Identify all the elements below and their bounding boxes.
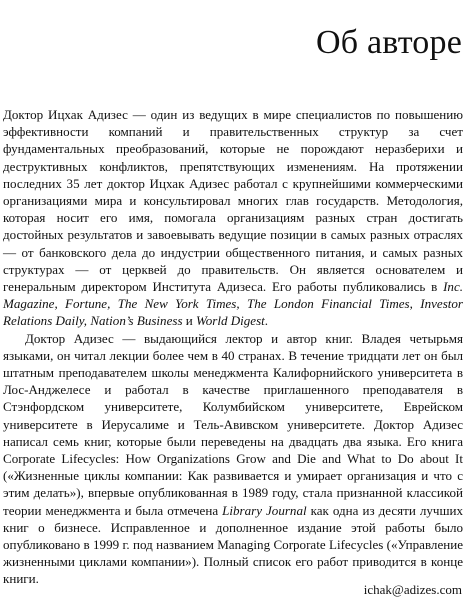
bio-paragraph-2-end: как одна из десяти лучших книг о бизнесе. Исправленное и дополненное издание этой работы было опубликовано в 1999 г. под названием Managing Corporate Lifecycles («Управление жизненными циклами компании»). Полный список его работ приводится в конце книги. [3, 502, 463, 587]
bio-paragraph-2 [3, 330, 463, 588]
bio-paragraph-2-text: Доктор Адизес — выдающийся лектор и автор книг. Владея четырьмя языками, он читал лекции более чем в 40 странах. В течение тридцати лет он был штатным преподавателем школы менеджмента Калифорнийского университета в Лос-Анджелесе и работал в качестве приглашенного преподавателя в Стэнфордском университете, Колумбийском университете, Еврейском университете в Иерусалиме и Тель-Авивском университете. Доктор Адизес написал семь книг, которые были переведены на двадцать два языка. Его книга Corporate Lifecycles: How Organizations Grow and Die and What to Do about It («Жизненные циклы компании: Как развивается и умирает организация и что с этим делать»), впервые опубликованная в 1989 году, стала признанной классикой теории менеджмента и была отмечена [3, 330, 463, 518]
publications-list: Inc. Magazine, Fortune, The New York Times, The London Financial Times, Investor Relations Daily, Nation’s Business [3, 279, 463, 329]
author-bio [3, 106, 463, 588]
page-title: Об авторе [316, 23, 462, 61]
paragraph-1-end: . [264, 313, 269, 329]
bio-paragraph-1 [3, 106, 463, 330]
bio-paragraph-1-text: Доктор Ицхак Адизес — один из ведущих в мире специалистов по повышению эффективности компаний и правительственных структур за счет фундаментальных преобразований, которые не порождают неразберихи и деструктивных конфликтов, препятствующих изменениям. На протяжении последних 35 лет доктор Ицхак Адизес работал с крупнейшими коммерческими организациями мира и консультировал многих глав государств. Методология, которая носит его имя, помогала организациям разных стран достигать достойных результатов и завоевывать ведущие позиции в самых разных отраслях — от банковского дела до индустрии общественного питания, и самых разных структурах — от церквей до правительств. Он является основателем и генеральным директором Института Адизеса. Его работы публиковались в [3, 107, 463, 295]
conjunction-and: и [182, 313, 197, 329]
publication-world-digest: World Digest [196, 313, 265, 329]
library-journal: Library Journal [222, 502, 307, 518]
author-email: ichak@adizes.com [363, 582, 462, 597]
